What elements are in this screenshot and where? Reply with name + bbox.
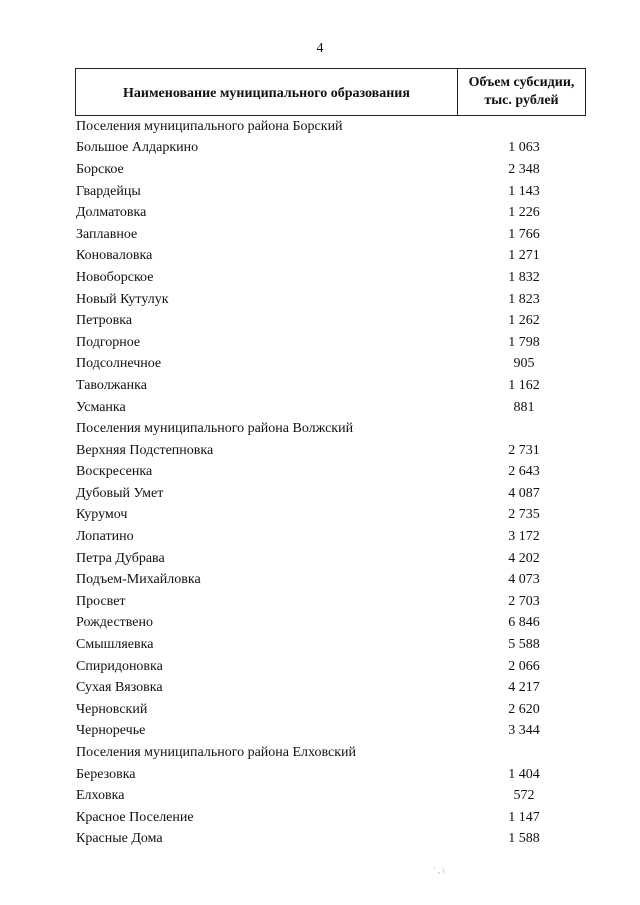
table-row <box>76 332 596 354</box>
settlement-name: Гвардейцы <box>76 183 141 199</box>
settlement-name: Заплавное <box>76 226 138 242</box>
subsidy-amount: 5 588 <box>508 637 540 653</box>
table-row <box>76 138 596 160</box>
settlement-name: Петровка <box>76 313 133 329</box>
header-subsidy-column <box>458 69 585 115</box>
subsidy-amount: 2 348 <box>508 161 540 177</box>
subsidy-amount: 3 344 <box>508 723 540 739</box>
subsidy-amount: 1 798 <box>508 334 540 350</box>
settlement-name: Подгорное <box>76 334 141 350</box>
settlement-name: Дубовый Умет <box>76 485 164 501</box>
table-row <box>76 224 596 246</box>
table-row <box>76 397 596 419</box>
subsidy-amount: 1 226 <box>508 205 540 221</box>
settlement-name: Курумоч <box>76 507 128 523</box>
settlement-name: Воскресенка <box>76 464 153 480</box>
table-row <box>76 785 596 807</box>
table-row <box>76 505 596 527</box>
table-row <box>76 721 596 743</box>
subsidy-amount: 1 143 <box>508 183 540 199</box>
subsidy-amount: 1 063 <box>508 140 540 156</box>
settlement-name: Рождествено <box>76 615 154 631</box>
settlement-name: Просвет <box>76 593 126 609</box>
subsidy-amount: 1 832 <box>508 269 540 285</box>
page-number: 4 <box>316 41 324 56</box>
header-municipality-column: Наименование муниципального образования <box>76 69 458 115</box>
settlement-name: Петра Дубрава <box>76 550 165 566</box>
subsidy-amount: 1 147 <box>508 809 540 825</box>
subsidy-amount: 2 620 <box>508 701 540 717</box>
subsidy-amount: 1 766 <box>508 226 540 242</box>
table-row <box>76 289 596 311</box>
settlement-name: Подъем-Михайловка <box>76 572 201 588</box>
table-row <box>76 202 596 224</box>
settlement-name: Березовка <box>76 766 136 782</box>
table-row <box>76 634 596 656</box>
subsidy-amount: 881 <box>513 399 535 415</box>
subsidy-amount: 905 <box>513 356 535 372</box>
table-row <box>76 677 596 699</box>
settlement-name: Черновский <box>76 701 148 717</box>
table-row <box>76 354 596 376</box>
scan-speck: ˙ ‚ \ <box>433 866 445 875</box>
table-row <box>76 764 596 786</box>
settlement-name: Красное Поселение <box>76 809 194 825</box>
table-row <box>76 375 596 397</box>
header-subsidy-line1: Объем субсидии, <box>468 75 575 90</box>
table-row <box>76 483 596 505</box>
table-row <box>76 613 596 635</box>
table-row <box>76 159 596 181</box>
table-row <box>76 699 596 721</box>
subsidy-amount: 572 <box>513 788 535 804</box>
table-row <box>76 181 596 203</box>
subsidy-table-body <box>76 116 596 850</box>
table-row <box>76 310 596 332</box>
settlement-name: Коноваловка <box>76 248 153 264</box>
section-heading <box>76 418 596 440</box>
table-row <box>76 548 596 570</box>
settlement-name: Таволжанка <box>76 377 147 393</box>
subsidy-amount: 2 066 <box>508 658 540 674</box>
table-row <box>76 267 596 289</box>
table-row <box>76 829 596 851</box>
table-row <box>76 246 596 268</box>
table-row <box>76 526 596 548</box>
subsidy-amount: 4 217 <box>508 680 540 696</box>
subsidy-amount: 1 271 <box>508 248 540 264</box>
table-row <box>76 569 596 591</box>
section-title: Поселения муниципального района Елховский <box>76 745 357 761</box>
subsidy-amount: 4 073 <box>508 572 540 588</box>
subsidy-amount: 4 202 <box>508 550 540 566</box>
settlement-name: Лопатино <box>76 529 134 545</box>
settlement-name: Новый Кутулук <box>76 291 169 307</box>
table-header <box>75 68 586 116</box>
settlement-name: Смышляевка <box>76 637 154 653</box>
subsidy-amount: 3 172 <box>508 529 540 545</box>
settlement-name: Сухая Вязовка <box>76 680 163 696</box>
settlement-name: Верхняя Подстепновка <box>76 442 214 458</box>
subsidy-amount: 1 404 <box>508 766 540 782</box>
subsidy-amount: 2 735 <box>508 507 540 523</box>
section-title: Поселения муниципального района Волжский <box>76 421 354 437</box>
table-row <box>76 462 596 484</box>
settlement-name: Усманка <box>76 399 126 415</box>
settlement-name: Борское <box>76 161 124 177</box>
header-subsidy-line2: тыс. рублей <box>484 93 559 108</box>
subsidy-amount: 6 846 <box>508 615 540 631</box>
subsidy-amount: 1 162 <box>508 377 540 393</box>
subsidy-amount: 1 823 <box>508 291 540 307</box>
section-heading <box>76 116 596 138</box>
table-row <box>76 807 596 829</box>
table-row <box>76 591 596 613</box>
settlement-name: Долматовка <box>76 205 147 221</box>
table-row <box>76 656 596 678</box>
settlement-name: Новоборское <box>76 269 154 285</box>
subsidy-amount: 4 087 <box>508 485 540 501</box>
subsidy-amount: 2 703 <box>508 593 540 609</box>
subsidy-amount: 2 643 <box>508 464 540 480</box>
table-row <box>76 440 596 462</box>
settlement-name: Спиридоновка <box>76 658 163 674</box>
section-title: Поселения муниципального района Борский <box>76 118 343 134</box>
settlement-name: Большое Алдаркино <box>76 140 199 156</box>
settlement-name: Елховка <box>76 788 125 804</box>
settlement-name: Красные Дома <box>76 831 163 847</box>
subsidy-amount: 2 731 <box>508 442 540 458</box>
subsidy-amount: 1 588 <box>508 831 540 847</box>
section-heading <box>76 742 596 764</box>
settlement-name: Черноречье <box>76 723 146 739</box>
settlement-name: Подсолнечное <box>76 356 162 372</box>
subsidy-amount: 1 262 <box>508 313 540 329</box>
